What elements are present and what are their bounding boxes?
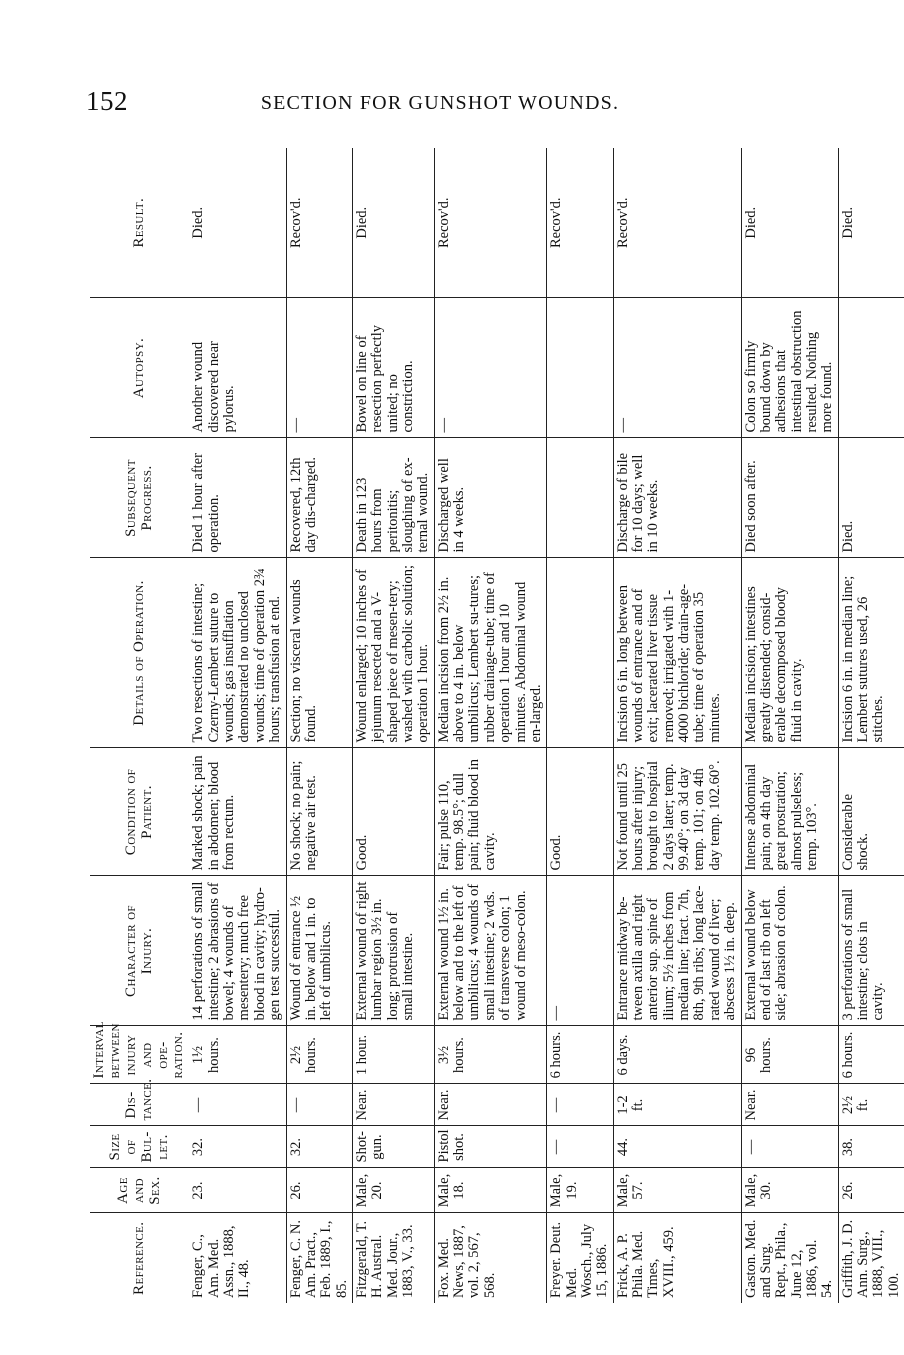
cell-interval: 6 hours. <box>838 1026 904 1084</box>
cell-reference: Fox. Med. News, 1887, vol. 2, 567, 568. <box>435 1225 498 1298</box>
table-frame <box>90 148 902 1303</box>
cell-progress: Died. <box>838 438 904 558</box>
cell-reference: Frick, A. P. Phila. Med. Times, XVIII., 459. <box>614 1226 677 1298</box>
table-body <box>189 148 904 1303</box>
cell-progress: Died 1 hour after operation. <box>189 438 286 558</box>
cell-interval: 1½ hours. <box>189 1026 286 1084</box>
cell-operation: Section; no visceral wounds found. <box>286 558 352 748</box>
cell-condition: Considerable shock. <box>838 748 904 876</box>
cell-progress: Discharge of bile for 10 days; well in 10 weeks. <box>613 438 741 558</box>
cell-size-ball: Shot-gun. <box>352 1126 434 1168</box>
cell-interval: 6 days. <box>613 1026 741 1084</box>
cell-operation: Incision 6 in. in median line; Lembert sutures used, 26 stitches. <box>838 558 904 748</box>
cell-reference: Gaston. Med. and Surg. Rept., Phila., June 12, 1886, vol. 54. <box>742 1219 836 1298</box>
table-row <box>547 148 613 1303</box>
cell-age-sex: 26. <box>838 1168 904 1213</box>
cell-reference: Fenger, C. N. Am. Pract., Feb. 1889, I., 85. <box>287 1220 350 1298</box>
cell-result: Died. <box>352 148 434 298</box>
header-age-sex: Age and Sex. <box>90 1168 189 1213</box>
cell-size-ball: 32. <box>286 1126 352 1168</box>
table-row <box>434 148 547 1303</box>
cell-size-ball: Pistol shot. <box>434 1126 547 1168</box>
cell-reference: Fitzgerald, T. H. Austral. Med. Jour., 1883, V., 33. <box>353 1220 417 1298</box>
table-row <box>286 148 352 1303</box>
cell-reference: Freyer. Deut. Med. Wosch., July 15, 1886. <box>548 1221 611 1298</box>
table-row <box>741 148 838 1303</box>
cell-injury: — <box>547 876 613 1026</box>
cell-progress: Recovered, 12th day dis-charged. <box>286 438 352 558</box>
cell-autopsy: Another wound discovered near pylorus. <box>189 298 286 438</box>
cell-distance: Near. <box>352 1084 434 1126</box>
page-number: 152 <box>86 86 128 116</box>
header-autopsy: Autopsy. <box>90 298 189 438</box>
cell-condition: No shock; no pain; negative air test. <box>286 748 352 876</box>
cell-age-sex: Male, 19. <box>547 1168 613 1213</box>
cell-condition: Marked shock; pain in abdomen; blood from rectum. <box>189 748 286 876</box>
cell-autopsy: — <box>613 298 741 438</box>
cell-distance: Near. <box>434 1084 547 1126</box>
cell-injury: Entrance midway be-tween axilla and right anterior sup. spine of ilium; 5½ inches from median line; fract. 7th, 8th, 9th ribs; long lace-rated wound of liver; abscess 1½ in. deep. <box>613 876 741 1026</box>
cell-operation: Median incision; intestines greatly distended; consid-erable decomposed bloody fluid in cavity. <box>741 558 838 748</box>
header-condition: Condition of Patient. <box>90 748 189 876</box>
header-progress: Subsequent Progress. <box>90 438 189 558</box>
cell-result: Recov'd. <box>434 148 547 298</box>
cell-interval: 3½ hours. <box>434 1026 547 1084</box>
cell-injury: External wound below end of last rib on left side; abrasion of colon. <box>741 876 838 1026</box>
cell-distance: — <box>189 1084 286 1126</box>
cell-operation: Two resections of intestine; Czerny-Lembert suture to wounds; gas insufflation demonstrated no unclosed wounds; time of operation 2¾ hours; transfusion at end. <box>189 558 286 748</box>
cell-condition: Good. <box>547 748 613 876</box>
cell-injury: 14 perforations of small intestine; 2 abrasions of bowel; 4 wounds of mesentery; much free blood in cavity; hydro-gen test successful. <box>189 876 286 1026</box>
cell-distance: 2½ ft. <box>838 1084 904 1126</box>
header-interval: Interval between injury and ope-ration. <box>90 1026 189 1084</box>
cell-reference: Fenger, C., Am. Med. Assn., 1888, II., 48. <box>190 1225 253 1298</box>
cell-autopsy <box>838 298 904 438</box>
cell-injury: 3 perforations of small intestine; clots in cavity. <box>838 876 904 1026</box>
table-row <box>352 148 434 1303</box>
cell-result: Recov'd. <box>547 148 613 298</box>
cell-autopsy: — <box>434 298 547 438</box>
cell-autopsy <box>547 298 613 438</box>
header-operation: Details of Operation. <box>90 558 189 748</box>
cell-age-sex: 26. <box>286 1168 352 1213</box>
cell-interval: 1 hour. <box>352 1026 434 1084</box>
cell-autopsy: — <box>286 298 352 438</box>
cell-age-sex: Male, 30. <box>741 1168 838 1213</box>
cell-result: Died. <box>741 148 838 298</box>
cell-result: Died. <box>189 148 286 298</box>
cell-reference: Griffith, J. D. Ann. Surg., 1888, VIII., 100. <box>839 1219 902 1298</box>
cell-condition: Good. <box>352 748 434 876</box>
cell-size-ball: — <box>547 1126 613 1168</box>
cell-injury: External wound of right lumbar region 3½ in. long; protrusion of small intestine. <box>352 876 434 1026</box>
cell-interval: 6 hours. <box>547 1026 613 1084</box>
cell-operation: Median incision from 2½ in. above to 4 in. below umbilicus; Lembert su-tures; rubber drainage-tube; time of operation 1 hour and 10 minutes. Abdominal wound en-larged. <box>434 558 547 748</box>
cell-progress: Died soon after. <box>741 438 838 558</box>
cell-operation: Wound enlarged; 10 inches of jejunum resected and a V-shaped piece of mesen-tery; washed with carbolic solution; operation 1 hour. <box>352 558 434 748</box>
cell-autopsy: Colon so firmly bound down by adhesions that intestinal obstruction resulted. Nothing more found. <box>741 298 838 438</box>
cell-injury: Wound of entrance ½ in. below and 1 in. to left of umbilicus. <box>286 876 352 1026</box>
cell-distance: — <box>547 1084 613 1126</box>
table-row <box>613 148 741 1303</box>
table-header-row <box>90 148 189 1303</box>
cell-progress: Death in 123 hours from peritonitis; sloughing of ex-ternal wound. <box>352 438 434 558</box>
cell-injury: External wound 1½ in. below and to the left of umbilicus; 4 wounds of small intestine; 2 wds. of transverse colon; 1 wound of meso-colon. <box>434 876 547 1026</box>
header-distance: Dis-tance. <box>90 1084 189 1126</box>
cell-age-sex: 23. <box>189 1168 286 1213</box>
cell-interval: 96 hours. <box>741 1026 838 1084</box>
running-title: SECTION FOR GUNSHOT WOUNDS. <box>260 92 620 114</box>
rotated-table-wrapper <box>90 148 902 1303</box>
cell-condition: Intense abdominal pain; on 4th day great prostration; almost pulseless; temp. 103°. <box>741 748 838 876</box>
table-row <box>838 148 904 1303</box>
cell-result: Died. <box>838 148 904 298</box>
header-reference: Reference. <box>130 1221 147 1295</box>
gunshot-cases-table <box>90 148 904 1303</box>
cell-result: Recov'd. <box>286 148 352 298</box>
cell-size-ball: 32. <box>189 1126 286 1168</box>
page-header <box>0 86 800 120</box>
cell-result: Recov'd. <box>613 148 741 298</box>
cell-progress <box>547 438 613 558</box>
cell-distance: 1-2 ft. <box>613 1084 741 1126</box>
cell-progress: Discharged well in 4 weeks. <box>434 438 547 558</box>
cell-age-sex: Male, 57. <box>613 1168 741 1213</box>
header-injury: Character of Injury. <box>90 876 189 1026</box>
cell-distance: Near. <box>741 1084 838 1126</box>
header-result: Result. <box>90 148 189 298</box>
cell-distance: — <box>286 1084 352 1126</box>
cell-age-sex: Male, 20. <box>352 1168 434 1213</box>
cell-operation <box>547 558 613 748</box>
cell-autopsy: Bowel on line of resection perfectly united; no constriction. <box>352 298 434 438</box>
cell-size-ball: — <box>741 1126 838 1168</box>
cell-interval: 2½ hours. <box>286 1026 352 1084</box>
cell-age-sex: Male, 18. <box>434 1168 547 1213</box>
cell-size-ball: 38. <box>838 1126 904 1168</box>
table-row <box>189 148 286 1303</box>
cell-size-ball: 44. <box>613 1126 741 1168</box>
header-size-ball: Size of Bul-let. <box>90 1126 189 1168</box>
cell-condition: Not found until 25 hours after injury; brought to hospital 2 days later; temp. 99.40°; on 3d day temp. 101; on 4th day temp. 102.60°. <box>613 748 741 876</box>
cell-operation: Incision 6 in. long between wounds of entrance and of exit; lacerated liver tissue removed; irrigated with 1-4000 bichloride; drain-age-tube; time of operation 35 minutes. <box>613 558 741 748</box>
cell-condition: Fair; pulse 110, temp. 98.5°; dull pain; fluid blood in cavity. <box>434 748 547 876</box>
